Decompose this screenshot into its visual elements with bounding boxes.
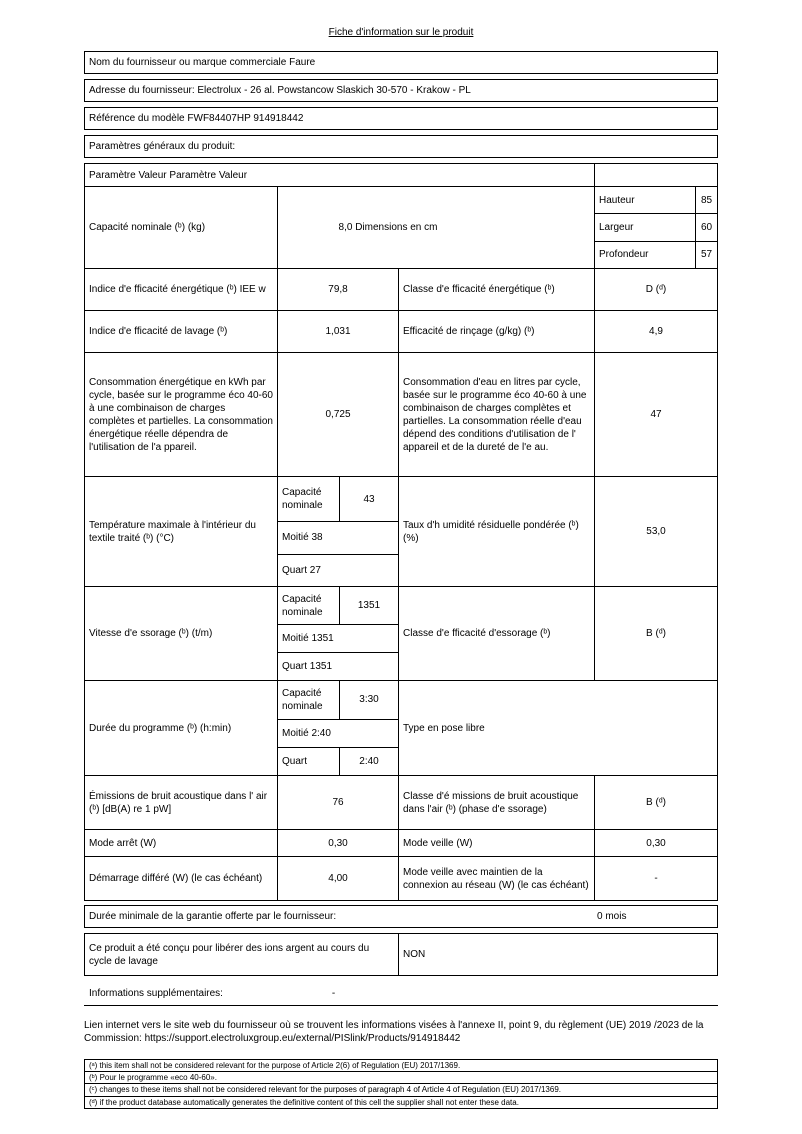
table-header-empty-cell: [595, 164, 717, 186]
rinsing-value: 4,9: [649, 326, 663, 337]
temperature-quarter-value: Quart 27: [282, 564, 321, 576]
spin-subtable: [278, 587, 398, 680]
page-title: Fiche d'information sur le produit: [328, 27, 474, 38]
duration-rated-value: 3:30: [359, 694, 379, 706]
table-header-label: Paramètre Valeur Paramètre Valeur: [85, 164, 595, 186]
supplier-link-url[interactable]: https://support.electroluxgroup.eu/external/PISlink/Products/914918442: [144, 1033, 461, 1044]
standby-value: 0,30: [646, 837, 666, 849]
silver-ions-label: Ce produit a été conçu pour libérer des ions argent au cours du cycle de lavage: [85, 934, 399, 975]
duration-row: [85, 681, 717, 776]
consumption-row: [85, 353, 717, 477]
spin-quarter-row: [278, 653, 398, 680]
duration-label: Durée du programme (ᵇ) (h:min): [85, 681, 278, 775]
additional-info-label: Informations supplémentaires:: [89, 988, 223, 999]
delayed-start-label: Démarrage différé (W) (le cas échéant): [85, 857, 278, 900]
washing-index-label: Indice d'e fficacité de lavage (ᵇ): [85, 311, 278, 352]
energy-class-value: D (ᵈ): [645, 284, 667, 295]
additional-info-value: -: [331, 988, 336, 999]
supplier-link-intro: Lien internet vers le site web du fournisseur où se trouvent les informations visées à l'annexe II, point 9, du règlement (UE) 2019 /2023 de la Commission:: [84, 1020, 704, 1044]
dimension-label-depth: Profondeur: [595, 242, 696, 268]
washing-index-value: 1,031: [278, 311, 399, 352]
spin-class-label: Classe d'e fficacité d'essorage (ᵇ): [399, 587, 595, 680]
power-modes-row: [85, 830, 717, 857]
spin-class-value: B (ᵈ): [646, 628, 666, 639]
spin-rated-value: 1351: [357, 600, 381, 612]
footnote-b: (ᵇ) Pour le programme «eco 40-60».: [85, 1072, 717, 1084]
duration-rated-label: Capacité nominale: [278, 681, 340, 719]
supplier-name-row: Nom du fournisseur ou marque commerciale Faure: [84, 51, 718, 74]
networked-standby-value: -: [654, 873, 658, 884]
temperature-rated-label: Capacité nominale: [278, 477, 340, 521]
spin-half-value: Moitié 1351: [282, 633, 334, 645]
dimensions-subtable: [595, 187, 717, 268]
energy-class-label: Classe d'e fficacité énergétique (ᵇ): [399, 269, 595, 310]
footnote-c: (ᶜ) changes to these items shall not be considered relevant for the purposes of paragraph 4 of Article 4 of Regulation (EU) 2017/1369.: [85, 1084, 717, 1096]
energy-efficiency-row: [85, 269, 717, 311]
duration-half-value: Moitié 2:40: [282, 727, 331, 739]
off-mode-value: 0,30: [278, 830, 399, 856]
duration-subtable: [278, 681, 398, 775]
dimension-value-height: 85: [700, 194, 713, 206]
table-header-row: [85, 164, 717, 187]
duration-rated-row: [278, 681, 398, 720]
duration-quarter-row: [278, 748, 398, 775]
dimension-label-height: Hauteur: [595, 187, 696, 213]
humidity-value: 53,0: [646, 526, 666, 537]
delayed-start-row: [85, 857, 717, 900]
dimension-row-width: [595, 214, 717, 241]
spin-quarter-value: Quart 1351: [282, 661, 333, 673]
supplier-link-paragraph: [84, 1019, 718, 1045]
noise-row: [85, 776, 717, 830]
dimension-value-depth: 57: [700, 249, 713, 261]
off-mode-label: Mode arrêt (W): [85, 830, 278, 856]
networked-standby-label: Mode veille avec maintien de la connexion au réseau (W) (le cas échéant): [399, 857, 595, 900]
capacity-row: [85, 187, 717, 269]
energy-consumption-value: 0,725: [278, 353, 399, 476]
eei-label: Indice d'e fficacité énergétique (ᵇ) IEE w: [85, 269, 278, 310]
duration-subtable-cell: [278, 681, 399, 775]
temperature-rated-value: 43: [363, 493, 375, 505]
duration-quarter-value: 2:40: [359, 755, 379, 767]
water-consumption-label: Consommation d'eau en litres par cycle, basée sur le programme éco 40-60 à une combinaison de charges complètes et partielles. La consommation réelle d'eau dépend des conditions d'utilisation de l' appareil et de la dureté de l'e au.: [399, 353, 595, 476]
temperature-subtable: [278, 477, 398, 586]
silver-ions-value: NON: [403, 949, 426, 960]
warranty-row: [84, 905, 718, 928]
temperature-subtable-cell: [278, 477, 399, 586]
silver-ions-row: [84, 933, 718, 976]
spin-rated-label: Capacité nominale: [278, 587, 340, 624]
temperature-rated-row: [278, 477, 398, 522]
noise-class-label: Classe d'é missions de bruit acoustique dans l'air (ᵇ) (phase d'e ssorage): [399, 776, 595, 829]
temperature-half-value: Moitié 38: [282, 532, 323, 544]
parameters-table: [84, 163, 718, 901]
duration-half-row: [278, 720, 398, 748]
footnote-a: (ᵃ) this item shall not be considered relevant for the purpose of Article 2(6) of Regulation (EU) 2017/1369.: [85, 1060, 717, 1072]
supplier-address-row: Adresse du fournisseur: Electrolux - 26 al. Powstancow Slaskich 30-570 - Krakow - PL: [84, 79, 718, 102]
noise-value: 76: [278, 776, 399, 829]
warranty-label: Durée minimale de la garantie offerte par le fournisseur:: [89, 911, 337, 922]
warranty-value: 0 mois: [597, 911, 627, 922]
dimensions-cell: [595, 187, 717, 268]
temperature-label: Température maximale à l'intérieur du textile traité (ᵇ) (°C): [85, 477, 278, 586]
general-parameters-row: Paramètres généraux du produit:: [84, 135, 718, 158]
delayed-start-value: 4,00: [278, 857, 399, 900]
temperature-half-row: [278, 522, 398, 554]
noise-label: Émissions de bruit acoustique dans l' air (ᵇ) [dB(A) re 1 pW]: [85, 776, 278, 829]
noise-class-value: B (ᵈ): [646, 797, 666, 808]
spin-half-row: [278, 625, 398, 653]
dimension-row-height: [595, 187, 717, 214]
footnote-d: (ᵈ) if the product database automatically generates the definitive content of this cell the supplier shall not enter these data.: [89, 1097, 519, 1107]
spin-speed-row: [85, 587, 717, 681]
model-reference-row: Référence du modèle FWF84407HP 914918442: [84, 107, 718, 130]
temperature-row: [85, 477, 717, 587]
spin-subtable-cell: [278, 587, 399, 680]
dimension-row-depth: [595, 242, 717, 268]
installation-type-label: Type en pose libre: [403, 722, 485, 734]
additional-info-row: [84, 983, 718, 1006]
spin-rated-row: [278, 587, 398, 625]
capacity-label: Capacité nominale (ᵇ) (kg): [85, 187, 278, 268]
capacity-value: 8,0 Dimensions en cm: [278, 187, 595, 268]
spin-speed-label: Vitesse d'e ssorage (ᵇ) (t/m): [85, 587, 278, 680]
eei-value: 79,8: [278, 269, 399, 310]
duration-quarter-label: Quart: [278, 748, 340, 775]
dimension-label-width: Largeur: [595, 214, 696, 240]
standby-label: Mode veille (W): [399, 830, 595, 856]
humidity-label: Taux d'h umidité résiduelle pondérée (ᵇ) (%): [399, 477, 595, 586]
temperature-quarter-row: [278, 555, 398, 586]
energy-consumption-label: Consommation énergétique en kWh par cycle, basée sur le programme éco 40-60 à une combinaison de charges complètes et partielles. La consommation énergétique réelle dépendra de l'utilisation de l'a ppareil.: [85, 353, 278, 476]
water-consumption-value: 47: [650, 409, 662, 420]
rinsing-label: Efficacité de rinçage (g/kg) (ᵇ): [399, 311, 595, 352]
washing-efficiency-row: [85, 311, 717, 353]
dimension-value-width: 60: [700, 221, 713, 233]
footnotes-section: [84, 1059, 718, 1109]
